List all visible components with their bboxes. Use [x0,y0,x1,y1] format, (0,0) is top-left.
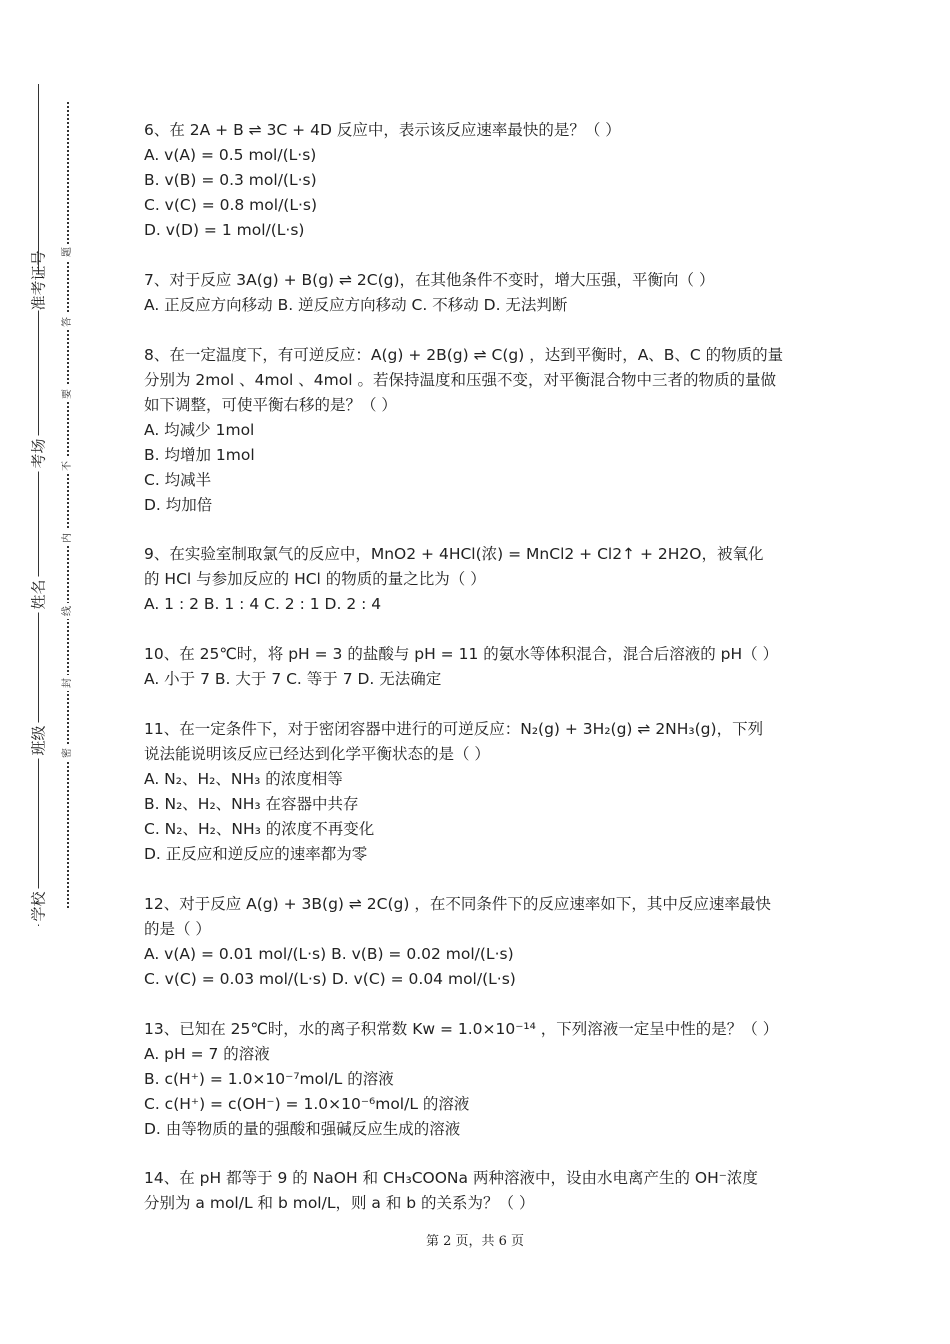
option-d: D. 由等物质的量的强酸和强碱反应生成的溶液 [144,1119,461,1138]
question-12 [144,892,808,992]
question-stem: 14、在 pH 都等于 9 的 NaOH 和 CH₃COONa 两种溶液中，设由水电离产生的 OH⁻浓度 [144,1169,758,1188]
question-stem: 分别为 2mol 、4mol 、4mol 。若保持温度和压强不变，对平衡混合物中三者的物质的量做 [144,370,776,389]
seal-char: 题 [60,244,76,260]
question-stem: 如下调整，可使平衡右移的是？（ ） [144,395,397,414]
question-14 [144,1166,808,1216]
question-stem: 的是（ ） [144,919,211,938]
question-7 [144,268,808,318]
question-13 [144,1017,808,1142]
question-stem: 9、在实验室制取氯气的反应中，MnO2 + 4HCl(浓) = MnCl2 + Cl2↑ + 2H2O，被氧化 [144,545,764,564]
question-stem: 13、已知在 25℃时，水的离子积常数 Kw = 1.0×10⁻¹⁴ ，下列溶液一定呈中性的是？（ ） [144,1019,779,1038]
field-school: 学校 [28,889,49,925]
option-c: C. N₂、H₂、NH₃ 的浓度不再变化 [144,819,375,838]
seal-char: 要 [60,386,76,402]
question-stem: 的 HCl 与参加反应的 HCl 的物质的量之比为（ ） [144,570,486,589]
field-exam-room: 考场 [28,436,49,472]
option-a: A. 均减少 1mol [144,420,255,439]
binding-solid-line [38,84,39,926]
option-b: B. 均增加 1mol [144,445,255,464]
question-9 [144,542,808,617]
options-line: A. 1 : 2 B. 1 : 4 C. 2 : 1 D. 2 : 4 [144,595,382,614]
seal-char: 不 [60,458,76,474]
options-line: A. 小于 7 B. 大于 7 C. 等于 7 D. 无法确定 [144,670,442,689]
question-6 [144,118,808,243]
option-d: D. 正反应和逆反应的速率都为零 [144,844,368,863]
question-stem: 11、在一定条件下，对于密闭容器中进行的可逆反应：N₂(g) + 3H₂(g) ⇌ 2NH₃(g)，下列 [144,719,764,738]
option-a: A. N₂、H₂、NH₃ 的浓度相等 [144,769,343,788]
question-stem: 12、对于反应 A(g) + 3B(g) ⇌ 2C(g) ，在不同条件下的反应速率如下，其中反应速率最快 [144,894,771,913]
options-line: A. 正反应方向移动 B. 逆反应方向移动 C. 不移动 D. 无法判断 [144,295,568,314]
field-name: 姓名 [28,577,49,613]
field-class: 班级 [28,723,49,759]
question-8 [144,343,808,518]
option-d: D. 均加倍 [144,495,213,514]
seal-char: 封 [60,675,76,691]
question-11 [144,717,808,867]
option-d: D. v(D) = 1 mol/(L·s) [144,221,305,239]
option-c: C. v(C) = 0.8 mol/(L·s) [144,196,318,214]
question-stem: 说法能说明该反应已经达到化学平衡状态的是（ ） [144,744,490,763]
question-stem: 分别为 a mol/L 和 b mol/L，则 a 和 b 的关系为？（ ） [144,1194,535,1213]
page-number: 第 2 页，共 6 页 [425,1234,525,1249]
option-a: A. pH = 7 的溶液 [144,1044,270,1063]
field-exam-number: 准考证号 [29,250,48,311]
question-stem: 10、在 25℃时，将 pH = 3 的盐酸与 pH = 11 的氨水等体积混合，混合后溶液的 pH（ ） [144,645,779,664]
options-line: A. v(A) = 0.01 mol/(L·s) B. v(B) = 0.02 mol/(L·s) [144,944,514,963]
option-c: C. 均减半 [144,470,212,489]
binding-strip [0,0,110,1344]
question-list [144,118,808,1241]
options-line: C. v(C) = 0.03 mol/(L·s) D. v(C) = 0.04 mol/(L·s) [144,969,516,988]
option-b: B. c(H⁺) = 1.0×10⁻⁷mol/L 的溶液 [144,1069,394,1088]
question-stem: 8、在一定温度下，有可逆反应：A(g) + 2B(g) ⇌ C(g) ，达到平衡时，A、B、C 的物质的量 [144,345,784,364]
question-10 [144,642,808,692]
option-b: B. N₂、H₂、NH₃ 在容器中共存 [144,794,359,813]
option-c: C. c(H⁺) = c(OH⁻) = 1.0×10⁻⁶mol/L 的溶液 [144,1094,470,1113]
seal-dotted-line [67,102,69,908]
seal-char: 密 [60,745,76,761]
question-stem: 7、对于反应 3A(g) + B(g) ⇌ 2C(g)，在其他条件不变时，增大压强，平衡向（ ） [144,270,715,289]
question-stem: 6、在 2A + B ⇌ 3C + 4D 反应中，表示该反应速率最快的是？（ ） [144,121,621,139]
option-a: A. v(A) = 0.5 mol/(L·s) [144,146,317,164]
option-b: B. v(B) = 0.3 mol/(L·s) [144,171,317,189]
seal-char: 答 [60,314,76,330]
seal-char: 内 [60,530,76,546]
seal-char: 线 [60,603,76,619]
